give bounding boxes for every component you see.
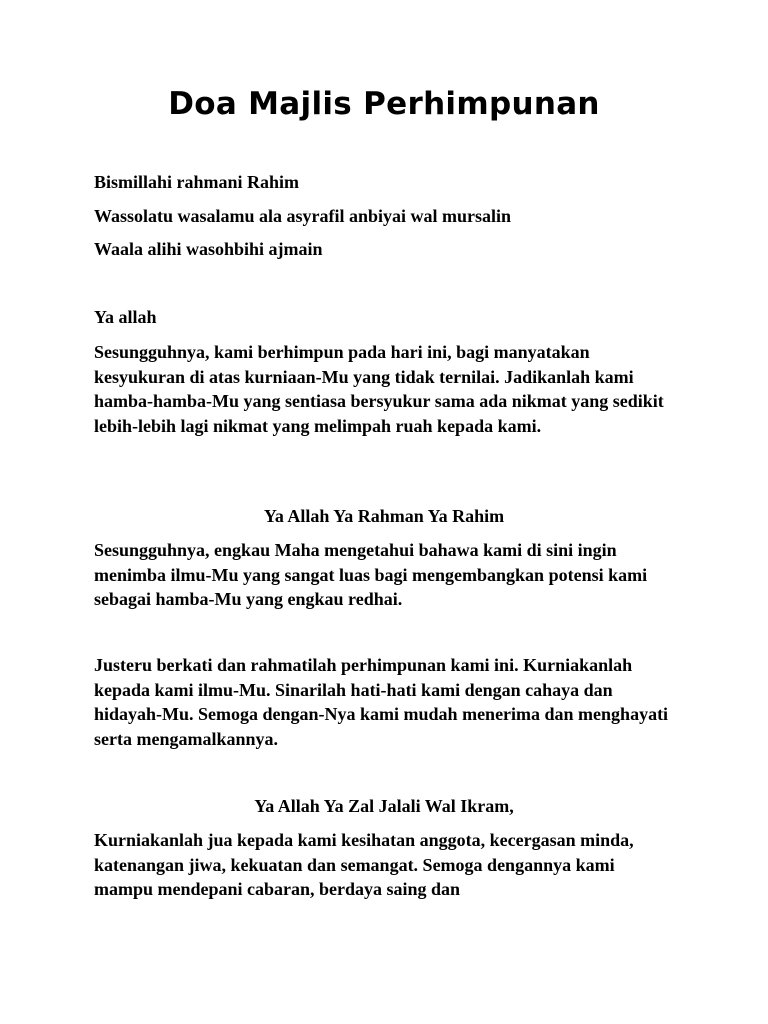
opening-line-3: Waala alihi wasohbihi ajmain: [94, 239, 323, 259]
section1-body: Sesungguhnya, kami berhimpun pada hari ini, bagi manyatakan kesyukuran di atas kurniaan-Mu yang tidak ternilai. Jadikanlah kami hamba-hamba-Mu yang sentiasa bersyukur sama ada nikmat yang sedikit lebih-lebih lagi nikmat yang melimpah ruah kepada kami.: [94, 342, 664, 436]
opening-line-2: Wassolatu wasalamu ala asyrafil anbiyai wal mursalin: [94, 206, 512, 226]
section2-heading: Ya Allah Ya Rahman Ya Rahim: [263, 506, 505, 526]
page-title: Doa Majlis Perhimpunan: [168, 86, 600, 122]
opening-line-1: Bismillahi rahmani Rahim: [94, 172, 300, 192]
section1-heading: Ya allah: [94, 307, 157, 327]
section3-body: Kurniakanlah jua kepada kami kesihatan anggota, kecergasan minda, katenangan jiwa, kekuatan dan semangat. Semoga dengannya kami mampu mendepani cabaran, berdaya saing dan: [94, 830, 634, 899]
section2-body2: Justeru berkati dan rahmatilah perhimpunan kami ini. Kurniakanlah kepada kami ilmu-Mu. Sinarilah hati-hati kami dengan cahaya dan hidayah-Mu. Semoga dengan-Nya kami mudah menerima dan menghayati serta mengamalkannya.: [94, 655, 669, 749]
section3-heading: Ya Allah Ya Zal Jalali Wal Ikram,: [254, 796, 514, 816]
section2-body: Sesungguhnya, engkau Maha mengetahui bahawa kami di sini ingin menimba ilmu-Mu yang sangat luas bagi mengembangkan potensi kami sebagai hamba-Mu yang engkau redhai.: [94, 540, 648, 609]
